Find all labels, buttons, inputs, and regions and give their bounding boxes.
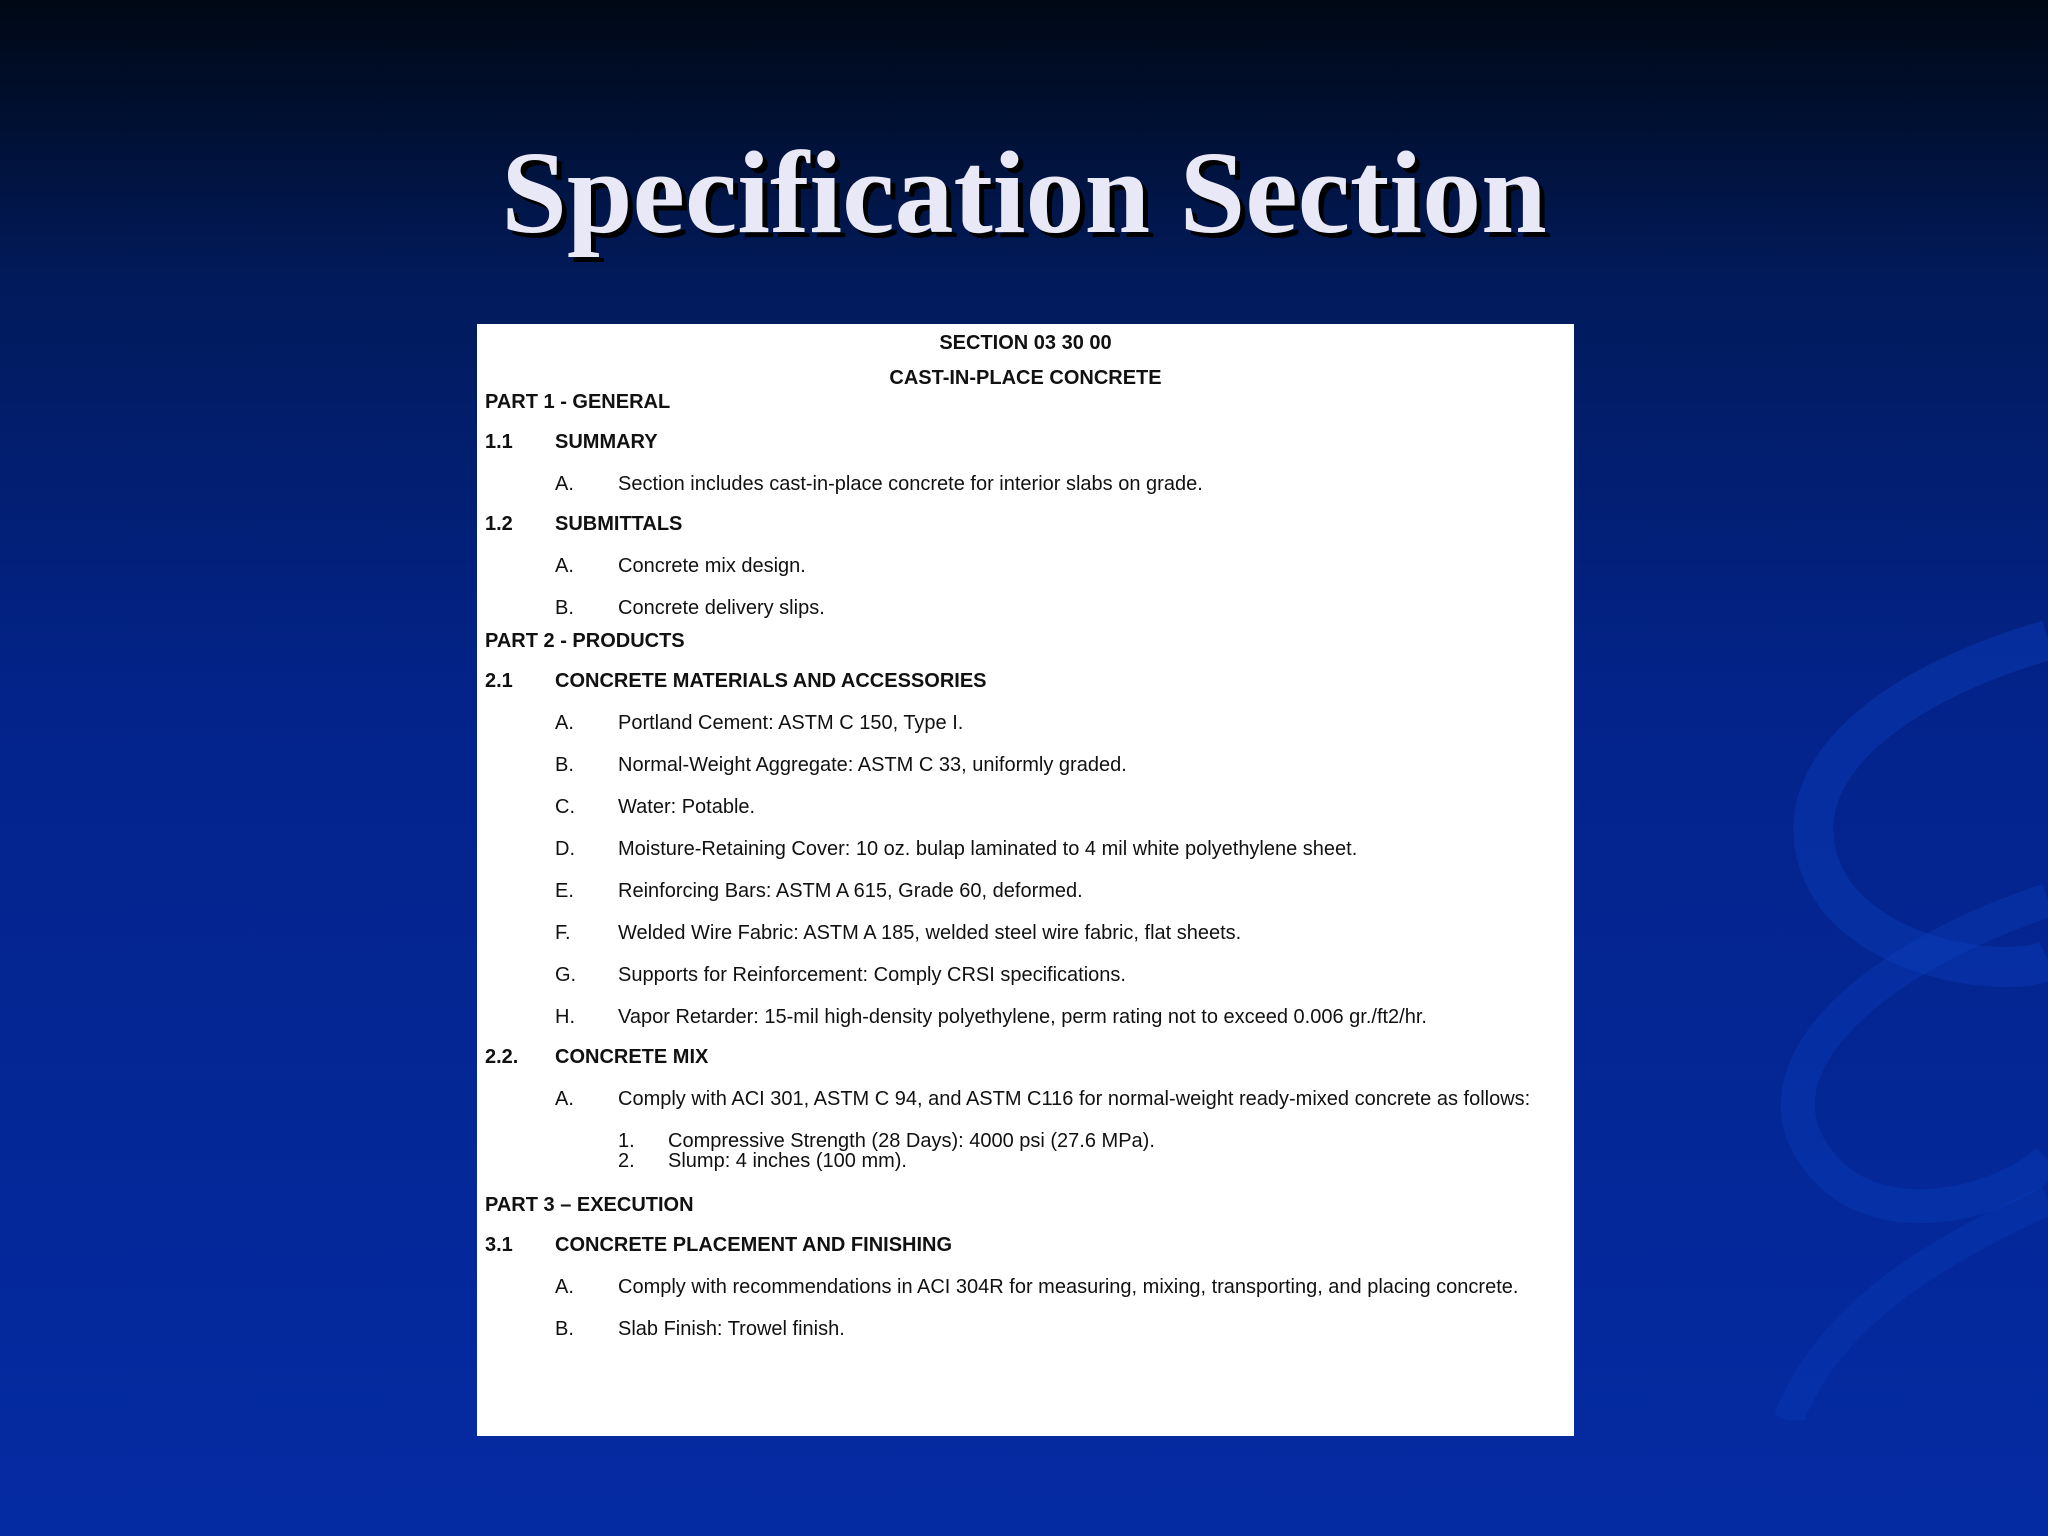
article-heading	[485, 512, 1566, 536]
spec-item	[485, 711, 1566, 735]
item-text: Reinforcing Bars: ASTM A 615, Grade 60, deformed.	[618, 880, 1083, 902]
item-text: Portland Cement: ASTM C 150, Type I.	[618, 712, 964, 734]
item-letter: D.	[555, 838, 575, 860]
item-text: Comply with ACI 301, ASTM C 94, and ASTM C116 for normal-weight ready-mixed concrete as follows:	[618, 1088, 1531, 1110]
sub-item	[618, 1131, 1566, 1151]
spec-item	[485, 879, 1566, 903]
sub-item-text: Slump: 4 inches (100 mm).	[668, 1150, 907, 1172]
sub-item-list	[485, 1131, 1566, 1171]
spec-item	[485, 554, 1566, 578]
article-number: 1.1	[485, 431, 513, 453]
item-letter: B.	[555, 597, 574, 619]
item-letter: A.	[555, 473, 574, 495]
item-text: Supports for Reinforcement: Comply CRSI specifications.	[618, 964, 1126, 986]
article-number: 3.1	[485, 1234, 513, 1256]
spec-item	[485, 1087, 1566, 1111]
section-title: CAST-IN-PLACE CONCRETE	[889, 367, 1162, 389]
item-letter: A.	[555, 555, 574, 577]
part-heading: PART 3 – EXECUTION	[485, 1194, 694, 1216]
sub-item	[618, 1151, 1566, 1171]
item-text: Concrete delivery slips.	[618, 597, 825, 619]
spec-item	[485, 963, 1566, 987]
article-heading	[485, 430, 1566, 454]
item-text: Vapor Retarder: 15-mil high-density polyethylene, perm rating not to exceed 0.006 gr./ft2/hr.	[618, 1006, 1427, 1028]
spec-item	[485, 1275, 1566, 1299]
item-text: Comply with recommendations in ACI 304R for measuring, mixing, transporting, and placing concrete.	[618, 1276, 1519, 1298]
slide-title: Specification Section	[501, 127, 1547, 258]
article-title: SUBMITTALS	[555, 513, 683, 535]
item-text: Normal-Weight Aggregate: ASTM C 33, uniformly graded.	[618, 754, 1127, 776]
item-letter: C.	[555, 796, 575, 818]
article-heading	[485, 1045, 1566, 1069]
item-letter: G.	[555, 964, 577, 986]
article-title: SUMMARY	[555, 431, 658, 453]
item-text: Section includes cast-in-place concrete for interior slabs on grade.	[618, 473, 1203, 495]
spec-item	[485, 753, 1566, 777]
article-heading	[485, 669, 1566, 693]
article-title: CONCRETE PLACEMENT AND FINISHING	[555, 1234, 953, 1256]
article-number: 2.1	[485, 670, 513, 692]
item-letter: H.	[555, 1006, 575, 1028]
item-letter: B.	[555, 754, 574, 776]
item-letter: A.	[555, 1276, 574, 1298]
sub-item-number: 2.	[618, 1150, 635, 1172]
item-letter: A.	[555, 712, 574, 734]
part-heading: PART 1 - GENERAL	[485, 391, 671, 413]
spec-item	[485, 921, 1566, 945]
item-text: Moisture-Retaining Cover: 10 oz. bulap laminated to 4 mil white polyethylene sheet.	[618, 838, 1358, 860]
item-letter: F.	[555, 922, 571, 944]
spec-item	[485, 472, 1566, 496]
section-number: SECTION 03 30 00	[939, 332, 1112, 354]
article-number: 2.2.	[485, 1046, 519, 1068]
sub-item-text: Compressive Strength (28 Days): 4000 psi (27.6 MPa).	[668, 1130, 1155, 1152]
specification-document	[477, 324, 1574, 1436]
spec-item	[485, 795, 1566, 819]
item-text: Water: Potable.	[618, 796, 756, 818]
item-letter: B.	[555, 1318, 574, 1340]
article-heading	[485, 1233, 1566, 1257]
spec-item	[485, 1005, 1566, 1029]
item-text: Welded Wire Fabric: ASTM A 185, welded steel wire fabric, flat sheets.	[618, 922, 1242, 944]
spec-item	[485, 837, 1566, 861]
article-title: CONCRETE MIX	[555, 1046, 709, 1068]
part-heading: PART 2 - PRODUCTS	[485, 630, 685, 652]
article-number: 1.2	[485, 513, 513, 535]
item-text: Slab Finish: Trowel finish.	[618, 1318, 845, 1340]
item-text: Concrete mix design.	[618, 555, 806, 577]
item-letter: A.	[555, 1088, 574, 1110]
article-title: CONCRETE MATERIALS AND ACCESSORIES	[555, 670, 987, 692]
item-letter: E.	[555, 880, 574, 902]
sub-item-number: 1.	[618, 1130, 635, 1152]
spec-item	[485, 1317, 1566, 1341]
spec-item	[485, 596, 1566, 620]
